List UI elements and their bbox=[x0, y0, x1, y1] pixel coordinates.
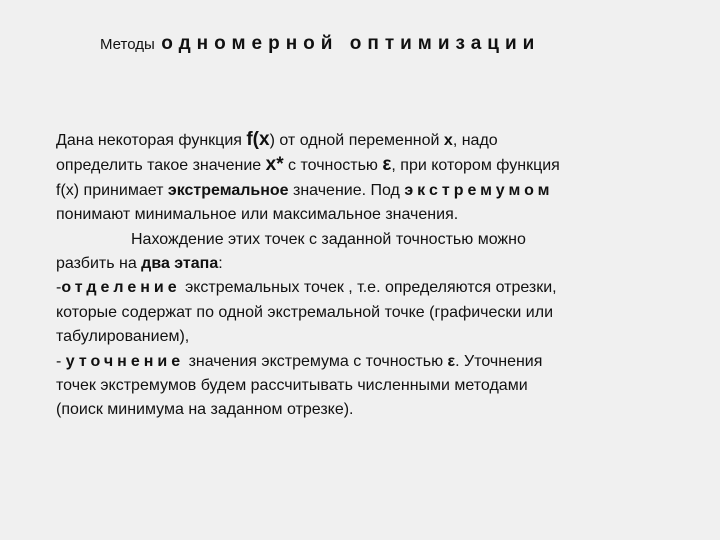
slide-title bbox=[100, 33, 540, 55]
text-l10-b: значения экстремума с точностью bbox=[184, 352, 448, 370]
body-line-6 bbox=[56, 252, 696, 276]
title-main: одномерной оптимизации bbox=[161, 33, 541, 54]
body-line-4: понимают минимальное или максимальное значения. bbox=[56, 206, 459, 224]
body-line-1 bbox=[56, 128, 696, 153]
body-line-5: Нахождение этих точек с заданной точностью можно bbox=[131, 230, 526, 248]
body-line-3 bbox=[56, 179, 696, 203]
body-line-7 bbox=[56, 276, 696, 300]
text-l1-c: , надо bbox=[452, 132, 498, 149]
term-refinement: уточнение bbox=[65, 352, 185, 370]
body-line-2 bbox=[56, 153, 696, 178]
epsilon: ε bbox=[382, 154, 392, 176]
text-l7-b: экстремальных точек , т.е. определяются отрезки, bbox=[180, 279, 557, 297]
body-text bbox=[56, 128, 696, 423]
epsilon-2: ε bbox=[447, 352, 456, 370]
text-l10-c: . Уточнения bbox=[455, 352, 543, 370]
body-line-9: табулированием), bbox=[56, 328, 190, 346]
function-fx: f(x bbox=[246, 129, 270, 150]
term-separation: отделение bbox=[61, 279, 181, 297]
body-line-10 bbox=[56, 350, 696, 374]
body-line-12: (поиск минимума на заданном отрезке). bbox=[56, 401, 354, 419]
term-extremum: экстремумом bbox=[404, 181, 554, 199]
text-l6-a: разбить на bbox=[56, 255, 142, 273]
text-l3-a: f(x) принимает bbox=[56, 181, 168, 199]
text-l10-dash: - bbox=[56, 352, 66, 370]
value-x-star: x* bbox=[265, 154, 284, 176]
title-prefix: Методы bbox=[100, 36, 155, 53]
text-l1-a: Дана некоторая функция bbox=[56, 132, 247, 149]
term-two-stages: два этапа bbox=[141, 255, 219, 273]
text-l6-b: : bbox=[218, 255, 223, 273]
body-line-8: которые содержат по одной экстремальной точке (графически или bbox=[56, 303, 554, 321]
term-extremal: экстремальное bbox=[167, 181, 289, 199]
body-line-11: точек экстремумов будем рассчитывать численными методами bbox=[56, 377, 528, 395]
text-l3-b: значение. Под bbox=[288, 181, 405, 199]
text-l2-a: определить такое значение bbox=[56, 157, 266, 175]
text-l2-b: с точностью bbox=[283, 157, 383, 175]
variable-x: x bbox=[443, 132, 453, 149]
text-l7-dash: - bbox=[56, 279, 62, 297]
text-l1-b: ) от одной переменной bbox=[269, 132, 444, 149]
text-l2-c: , при котором функция bbox=[391, 157, 560, 175]
